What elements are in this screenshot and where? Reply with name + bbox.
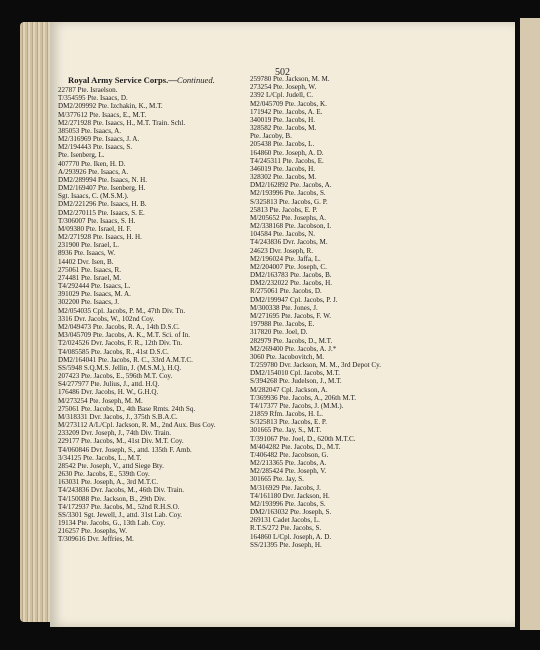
heading-title: Royal Army Service Corps.—	[68, 75, 177, 85]
roll-entry: DM2/289994 Pte. Isaacs, N. H.	[58, 175, 148, 184]
roll-entry: T/306007 Pte. Isaacs, S. H.	[58, 216, 136, 225]
roll-entry: 164860 L/Cpl. Joseph, A. D.	[250, 532, 332, 541]
roll-entry: 302200 Pte. Isaacs, J.	[58, 298, 120, 307]
roll-entry: 259780 Pte. Jackson, M. M.	[250, 75, 330, 83]
left-column	[58, 75, 248, 544]
roll-entry: 21859 Rfm. Jacobs, H. L.	[250, 410, 323, 419]
roll-entry: 233209 Dvr. Joseph, J., 74th Div. Train.	[58, 429, 172, 438]
roll-entry: DM2/163783 Pte. Jacobs, B.	[250, 271, 332, 280]
roll-entry: M2/193996 Pte. Jacobs, S.	[250, 189, 326, 198]
roll-entry: T/391067 Pte. Joel, D., 620th M.T.C.	[250, 434, 356, 443]
roll-entry: DM2/154010 Cpl. Jacobs, M.T.	[250, 369, 340, 378]
roll-entry: M/377612 Pte. Isaacs, E., M.T.	[58, 110, 147, 119]
roll-entry: M2/338168 Pte. Jacobson, I.	[250, 222, 332, 231]
roll-entry: 275061 Pte. Isaacs, R.	[58, 265, 122, 274]
roll-entry: SS/3301 Sgt. Jewell, J., attd. 31st Lab. Coy.	[58, 510, 183, 519]
roll-entry: M/316929 Pte. Jacobs, J.	[250, 483, 321, 492]
right-entries	[250, 75, 440, 549]
roll-entry: DM2/232022 Pte. Jacobs, H.	[250, 279, 332, 288]
roll-entry: 197988 Pte. Jacobs, E.	[250, 320, 315, 329]
roll-entry: 229177 Pte. Jacobs, M., 41st Div. M.T. Coy.	[58, 437, 184, 446]
roll-entry: M2/049473 Pte. Jacobs, R. A., 14th D.S.C.	[58, 322, 180, 331]
roll-entry: M2/045709 Pte. Jacobs, K.	[250, 99, 327, 108]
roll-entry: 2630 Pte. Jacobs, E., 539th Coy.	[58, 470, 150, 479]
roll-entry: 385053 Pte. Isaacs, A.	[58, 126, 122, 135]
section-heading	[68, 75, 248, 86]
roll-entry: 346019 Pte. Jacobs, H.	[250, 164, 316, 173]
roll-entry: M2/204007 Pte. Joseph, C.	[250, 262, 327, 271]
roll-entry: 24623 Dvr. Joseph, R.	[250, 246, 314, 255]
roll-entry: 282979 Pte. Jacobs, D., M.T.	[250, 336, 333, 345]
roll-entry: S/325813 Pte. Jacobs, E. P.	[250, 418, 327, 427]
roll-entry: M3/045709 Pte. Jacobs, A. K., M.T. Sci. of In.	[58, 331, 191, 340]
heading-continued: Continued.	[176, 75, 215, 85]
roll-entry: T4/17377 Pte. Jacobs, J. (M.M.).	[250, 401, 344, 410]
roll-entry: T/259780 Dvr. Jackson, M. M., 3rd Depot Cy.	[250, 361, 381, 370]
roll-entry: DM2/163032 Pte. Joseph, S.	[250, 508, 332, 517]
roll-entry: T4/085585 Pte. Jacobs, R., 41st D.S.C.	[58, 347, 169, 356]
roll-entry: 274481 Pte. Israel, M.	[58, 273, 122, 282]
roll-entry: A/293926 Pte. Isaacs, A.	[58, 167, 129, 176]
roll-entry: 301665 Pte. Jay, S., M.T.	[250, 426, 322, 435]
roll-entry: M/404282 Pte. Jacobs, D., M.T.	[250, 442, 341, 451]
roll-entry: M2/269400 Pte. Jacobs, A. J.*	[250, 344, 337, 353]
roll-entry: 25813 Pte. Jacobs, E. P.	[250, 205, 318, 214]
roll-entry: 391029 Pte. Isaacs, M. A.	[58, 290, 131, 299]
facing-page-edge	[520, 18, 540, 630]
roll-entry: S/394268 Pte. Judelson, J., M.T.	[250, 377, 342, 386]
roll-entry: DM2/209992 Pte. Izchakin, K., M.T.	[58, 102, 163, 111]
roll-entry: M2/193996 Pte. Jacobs, S.	[250, 499, 326, 508]
roll-entry: SS/21395 Pte. Joseph, H.	[250, 540, 322, 549]
roll-entry: 19134 Pte. Jacobs, G., 13th Lab. Coy.	[58, 519, 166, 528]
roll-entry: DM2/169407 Pte. Isenberg, H.	[58, 184, 146, 193]
roll-entry: S4/277977 Pte. Julius, J., attd. H.Q.	[58, 380, 160, 389]
roll-entry: M2/271928 Pte. Isaacs, H., M.T. Train. Schl.	[58, 118, 186, 127]
left-entries	[58, 86, 248, 544]
roll-entry: M2/271928 Pte. Isaacs, H. H.	[58, 233, 142, 242]
roll-entry: SS/5948 S.Q.M.S. Jellin, J. (M.S.M.), H.Q.	[58, 363, 182, 372]
roll-entry: M2/194443 Pte. Isaacs, S.	[58, 143, 133, 152]
roll-entry: T4/060846 Dvr. Joseph, S., attd. 135th F. Amb.	[58, 445, 192, 454]
roll-entry: 171942 Pte. Jacobs, A. E.	[250, 107, 323, 116]
roll-entry: T2/024526 Dvr. Jacobs, F. R., 12th Div. Tn.	[58, 339, 183, 348]
roll-entry: 3060 Pte. Jacobovitch, M.	[250, 352, 325, 361]
roll-entry: DM2/270115 Pte. Isaacs, S. E.	[58, 208, 145, 217]
roll-entry: 14402 Dvr. Isen, B.	[58, 257, 114, 266]
roll-entry: 28542 Pte. Joseph, V., attd Siege Bty.	[58, 461, 164, 470]
roll-entry: M2/285424 Pte. Joseph, V.	[250, 467, 327, 476]
roll-entry: M/205652 Pte. Josephs, A.	[250, 213, 327, 222]
roll-entry: T4/292444 Pte. Isaacs, L.	[58, 282, 131, 291]
roll-entry: T4/243836 Dvr. Jacobs, M., 46th Div. Train.	[58, 486, 185, 495]
roll-entry: T4/172937 Pte. Jacobs, M., 52nd R.H.S.O.	[58, 502, 180, 511]
roll-entry: M/09380 Pte. Israel, H. F.	[58, 224, 132, 233]
roll-entry: 340019 Pte. Jacobs, H.	[250, 115, 316, 124]
roll-entry: DM2/221296 Pte. Isaacs, H. B.	[58, 200, 147, 209]
roll-entry: S/325813 Pte. Jacobs, G. P.	[250, 197, 328, 206]
roll-entry: M2/054035 Cpl. Jacobs, P. M., 47th Div. Tn.	[58, 306, 186, 315]
roll-entry: 275061 Pte. Jacobs, D., 4th Base Rmts. 24th Sq.	[58, 404, 196, 413]
roll-entry: 2392 L/Cpl. Judell, C.	[250, 91, 314, 100]
roll-entry: 216257 Pte. Josephs, W.	[58, 527, 127, 536]
roll-entry: 176486 Dvr. Jacobs, H. W., G.H.Q.	[58, 388, 159, 397]
roll-entry: 164860 Pte. Joseph, A. D.	[250, 148, 324, 157]
right-column	[250, 75, 440, 549]
roll-entry: T/354595 Pte. Isaacs, D.	[58, 94, 128, 103]
roll-entry: 231900 Pte. Israel, L.	[58, 241, 120, 250]
roll-entry: 8936 Pte. Isaacs, W.	[58, 249, 116, 258]
roll-entry: 301665 Pte. Jay, S.	[250, 475, 304, 484]
roll-entry: M/273112 A/L/Cpl. Jackson, R. M., 2nd Aux. Bus Coy.	[58, 421, 216, 430]
roll-entry: M/300338 Pte. Jones, J.	[250, 303, 318, 312]
roll-entry: R.T.S/272 Pte. Jacobs, S.	[250, 524, 322, 533]
roll-entry: M/271695 Pte. Jacobs, F. W.	[250, 311, 332, 320]
roll-entry: Pte. Isenberg, L.	[58, 151, 105, 160]
roll-entry: T/369936 Pte. Jacobs, A., 206th M.T.	[250, 393, 357, 402]
roll-entry: T4/150088 Pte. Jackson, B., 29th Div.	[58, 494, 166, 503]
roll-entry: 328582 Pte. Jacobs, M.	[250, 124, 317, 133]
roll-entry: 407770 Pte. Iken, H. D.	[58, 159, 126, 168]
roll-entry: 104584 Pte. Jacobs, N.	[250, 230, 316, 239]
roll-entry: 22787 Pte. Israelson.	[58, 86, 118, 94]
roll-entry: T/309616 Dvr. Jeffries, M.	[58, 535, 134, 544]
roll-entry: T4/161180 Dvr. Jackson, H.	[250, 491, 330, 500]
roll-entry: 205438 Pte. Jacobs, L.	[250, 140, 315, 149]
roll-entry: T4/245311 Pte. Jacobs, E.	[250, 156, 324, 165]
roll-entry: M/318331 Dvr. Jacobs, J., 375th S.B.A.C.	[58, 412, 178, 421]
roll-entry: T4/243836 Dvr. Jacobs, M.	[250, 238, 328, 247]
page-number: 502	[275, 67, 290, 78]
roll-entry: Pte. Jacoby, B.	[250, 132, 292, 141]
roll-entry: M2/316969 Pte. Isaacs, J. A.	[58, 135, 140, 144]
roll-entry: 328302 Pte. Jacobs, M.	[250, 173, 317, 182]
roll-entry: 3/34125 Pte. Jacobs, L., M.T.	[58, 453, 142, 462]
roll-entry: 163031 Pte. Joseph, A., 3rd M.T.C.	[58, 478, 158, 487]
roll-entry: 207423 Pte. Jacobs, E., 596th M.T. Coy.	[58, 372, 173, 381]
roll-entry: Sgt. Isaacs, C. (M.S.M.).	[58, 192, 129, 201]
roll-entry: M2/213365 Pte. Jacobs, A.	[250, 459, 327, 468]
roll-entry: 3316 Dvr. Jacobs, W., 102nd Coy.	[58, 314, 155, 323]
roll-entry: M/282047 Cpl. Jackson, A.	[250, 385, 328, 394]
roll-entry: M2/196024 Pte. Jaffa, L.	[250, 254, 321, 263]
roll-entry: DM2/199947 Cpl. Jacobs, P. J.	[250, 295, 338, 304]
roll-entry: 317820 Pte. Joel, D.	[250, 328, 308, 337]
roll-entry: 273254 Pte. Joseph, W.	[250, 83, 317, 92]
roll-entry: DM2/162892 Pte. Jacobs, A.	[250, 181, 332, 190]
roll-entry: 269131 Cadet Jacobs, L.	[250, 516, 320, 525]
roll-entry: T/406482 Pte. Jacobson, G.	[250, 450, 329, 459]
roll-entry: DM2/164041 Pte. Jacobs, R. C., 33rd A.M.T.C.	[58, 355, 193, 364]
roll-entry: M/273254 Pte. Joseph, M. M.	[58, 396, 143, 405]
roll-entry: R/275061 Pte. Jacobs, D.	[250, 287, 322, 296]
